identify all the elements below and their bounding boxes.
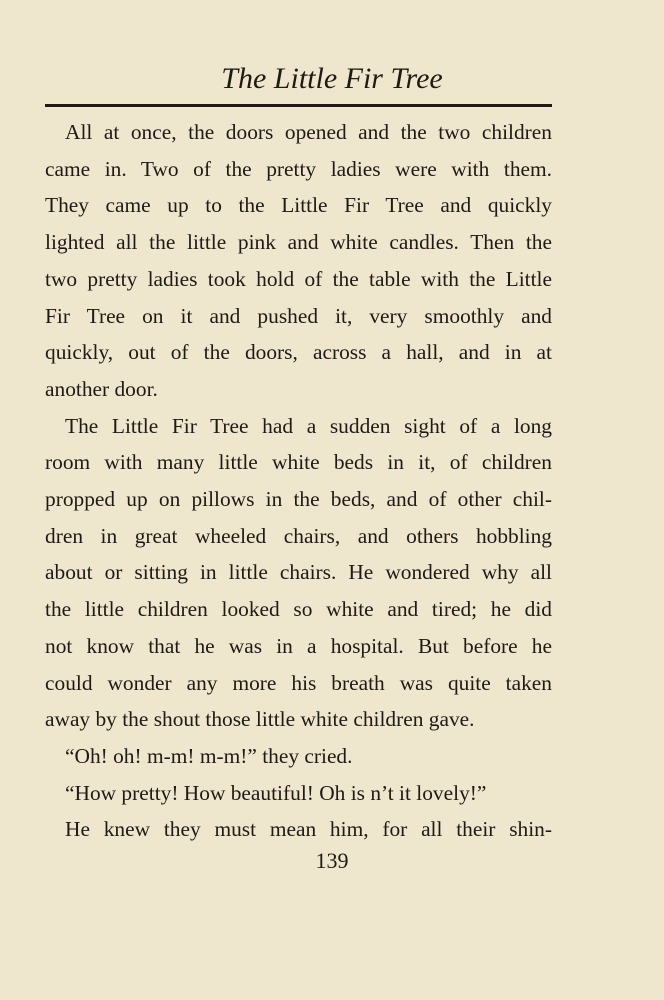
text-line: The Little Fir Tree had a sudden sight of a long (65, 413, 552, 438)
page-number: 139 (315, 848, 349, 873)
text-line: dren in great wheeled chairs, and others hobbling (45, 523, 552, 548)
text-line: All at once, the doors opened and the two children (65, 120, 552, 144)
text-line: room with many little white beds in it, of children (45, 450, 552, 475)
text-line: the little children looked so white and tired; he did (45, 597, 552, 622)
page-body (45, 114, 552, 848)
text-line: lighted all the little pink and white candles. Then the (45, 230, 552, 255)
text-line: about or sitting in little chairs. He wondered why all (45, 560, 552, 585)
header-rule (45, 104, 552, 107)
running-header: The Little Fir Tree (221, 62, 443, 95)
text-line: “How pretty! How beautiful! Oh is n’t it lovely!” (65, 780, 487, 805)
text-line: Fir Tree on it and pushed it, very smoothly and (45, 303, 552, 328)
text-line: “Oh! oh! m-m! m-m!” they cried. (65, 743, 353, 768)
text-line: They came up to the Little Fir Tree and quickly (45, 193, 552, 218)
text-line: came in. Two of the pretty ladies were with them. (45, 156, 552, 181)
text-line: not know that he was in a hospital. But before he (45, 633, 552, 658)
text-line: quickly, out of the doors, across a hall, and in at (45, 340, 552, 365)
text-line: propped up on pillows in the beds, and of other chil- (45, 487, 552, 512)
text-line: away by the shout those little white children gave. (45, 707, 475, 732)
text-line: two pretty ladies took hold of the table with the Little (45, 266, 552, 291)
text-line: could wonder any more his breath was quite taken (45, 670, 552, 695)
text-line: He knew they must mean him, for all their shin- (65, 817, 552, 842)
text-line: another door. (45, 376, 158, 401)
